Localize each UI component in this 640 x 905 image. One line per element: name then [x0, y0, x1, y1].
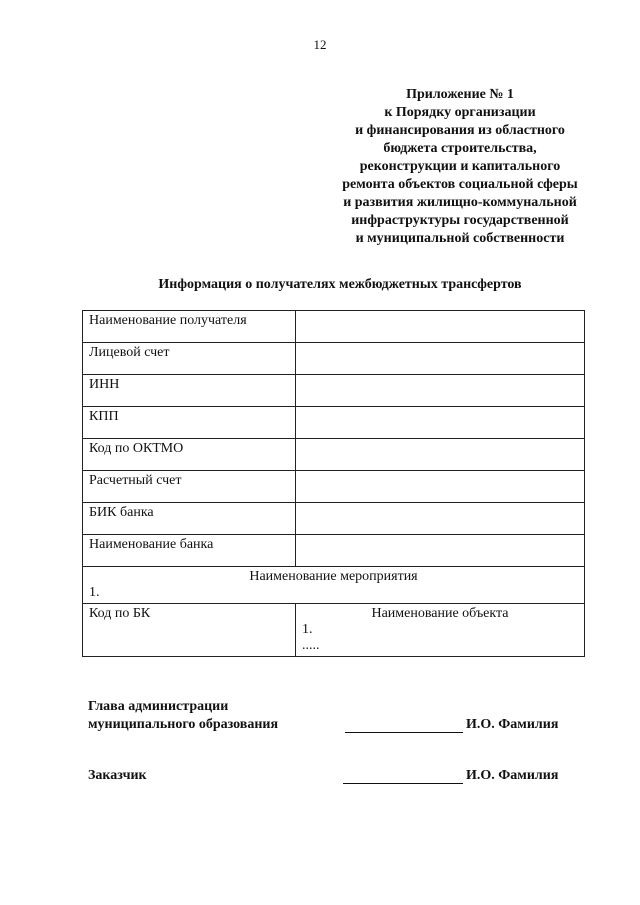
row-value [296, 535, 585, 567]
object-item: 1. [302, 622, 313, 637]
event-cell [83, 567, 585, 604]
event-header: Наименование мероприятия [249, 569, 418, 584]
customer-signature-line [343, 783, 463, 784]
appendix-line: и муниципальной собственности [355, 231, 565, 246]
head-name: И.О. Фамилия [466, 717, 559, 732]
table-row [83, 439, 585, 471]
head-signature-label [88, 698, 278, 734]
row-label: Расчетный счет [83, 471, 296, 503]
object-header: Наименование объекта [371, 606, 509, 621]
table-row [83, 471, 585, 503]
appendix-line: к Порядку организации [384, 105, 536, 120]
appendix-line: инфраструктуры государственной [351, 213, 569, 228]
row-label: Наименование получателя [83, 311, 296, 343]
customer-name: И.О. Фамилия [466, 768, 559, 783]
object-cell [296, 604, 585, 657]
customer-label: Заказчик [88, 768, 147, 783]
row-label: Код по ОКТМО [83, 439, 296, 471]
appendix-line: бюджета строительства, [383, 141, 537, 156]
table-row [83, 407, 585, 439]
row-value [296, 311, 585, 343]
table-row [83, 535, 585, 567]
head-title-line: муниципального образования [88, 717, 279, 732]
row-label: Наименование банка [83, 535, 296, 567]
head-title-line: Глава администрации [88, 699, 229, 714]
row-value [296, 439, 585, 471]
row-label: ИНН [83, 375, 296, 407]
appendix-header [320, 86, 600, 248]
row-label: БИК банка [83, 503, 296, 535]
appendix-line: ремонта объектов социальной сферы [342, 177, 578, 192]
table-row [83, 343, 585, 375]
appendix-line: и развития жилищно-коммунальной [343, 195, 577, 210]
head-signature-line [345, 732, 463, 733]
page-number: 12 [313, 37, 327, 52]
table-row [83, 311, 585, 343]
row-label: Лицевой счет [83, 343, 296, 375]
row-value [296, 503, 585, 535]
table-row [83, 375, 585, 407]
recipient-info-table [82, 310, 585, 657]
document-title: Информация о получателях межбюджетных трансфертов [158, 277, 522, 292]
object-more: ..... [302, 638, 320, 653]
row-value [296, 471, 585, 503]
event-item: 1. [89, 585, 100, 600]
appendix-line: Приложение № 1 [406, 87, 514, 102]
appendix-line: реконструкции и капитального [359, 159, 561, 174]
event-row [83, 567, 585, 604]
row-value [296, 375, 585, 407]
bk-label: Код по БК [83, 604, 296, 657]
row-value [296, 343, 585, 375]
row-value [296, 407, 585, 439]
table-row [83, 503, 585, 535]
bk-row [83, 604, 585, 657]
row-label: КПП [83, 407, 296, 439]
appendix-line: и финансирования из областного [355, 123, 565, 138]
